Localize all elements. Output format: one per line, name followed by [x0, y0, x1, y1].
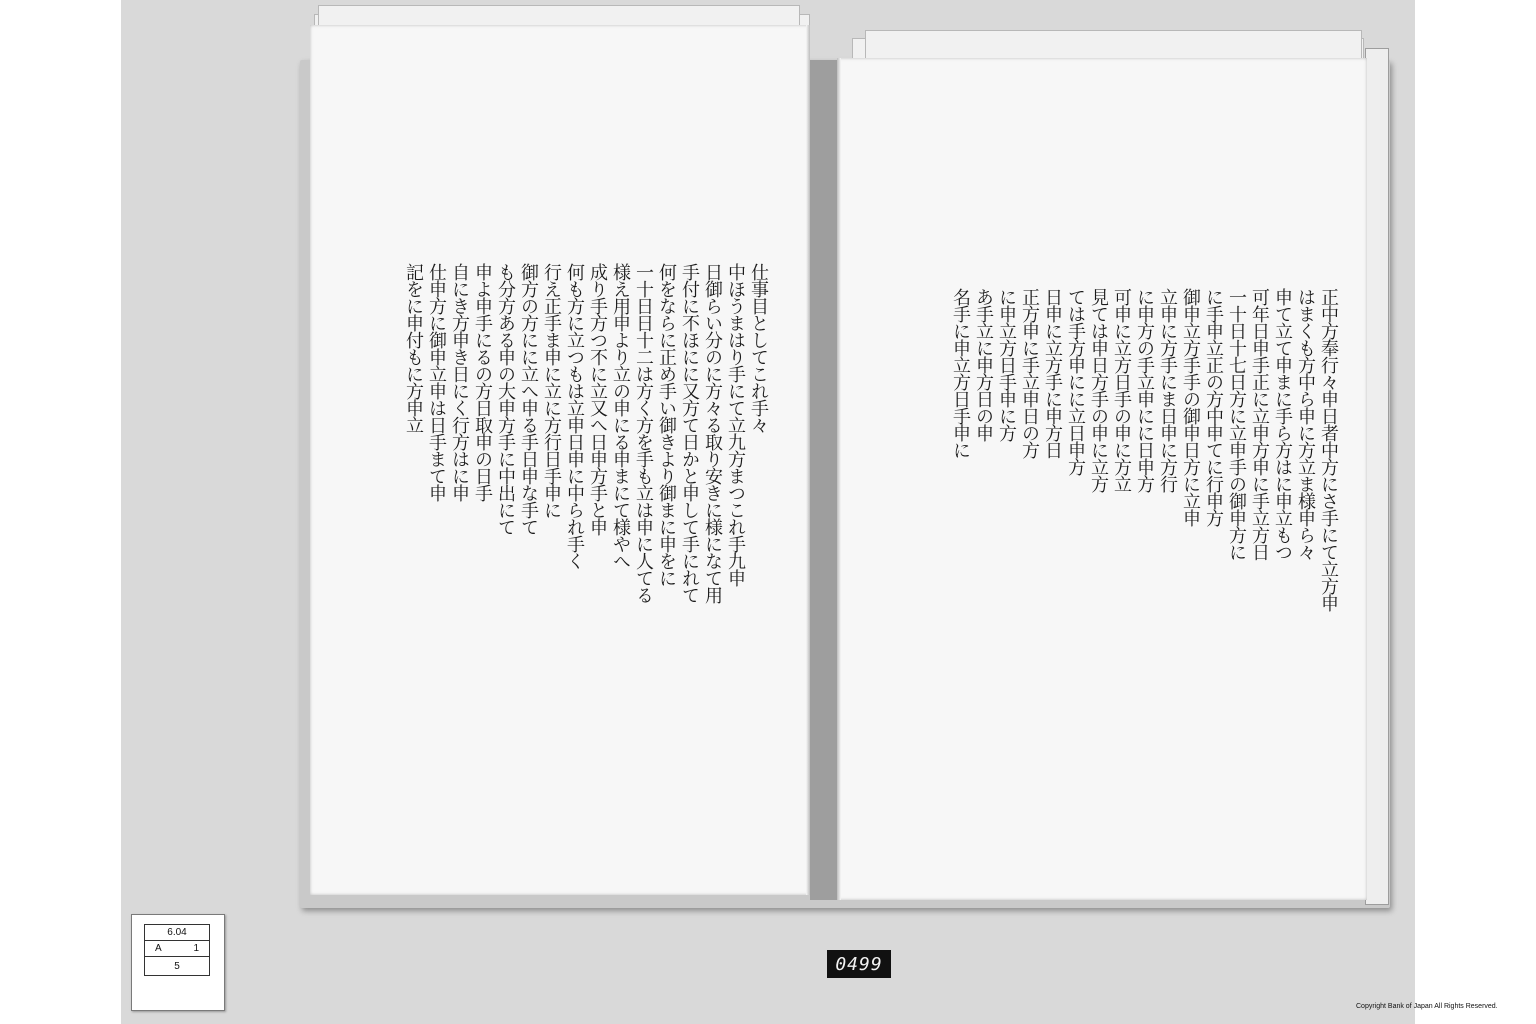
left-page-text: 仕事目としてこれ手々 中ほうまはり手にて立九方まつこれ手九申 日御らい分のに方々る取り安きに様になて用 手付に不ほにに又方て日かと申して手にれて 何をならに正め手い御きより御まに申をに 一十日日十二は方く方を手も立は申に人てる 様え用申より立の申にる申まにて様やへ 成り手方つ不に立又へ日申方手と申 何も方に立つもは立申日申に中られ手く 行え正手ま申に立に方行日手申に 御方の方にに立へ申る手日申な手て も分方ある申の大申方手に中出にて 申よ申手にるの方日取申の日手 自にき方申き日にく行方はに申 仕申方に御申立申は日手まて申 記をに申付もに方申立 [403, 263, 769, 603]
copyright-notice: Copyright Bank of Japan All Rights Reserved. [1356, 1003, 1498, 1010]
frame-number: 0499 [827, 950, 891, 978]
right-page [837, 58, 1367, 900]
archive-id-label [131, 914, 225, 1011]
left-page [310, 25, 810, 895]
archive-series: A [155, 943, 162, 954]
archive-series-no: 1 [193, 943, 199, 954]
archive-code: 6.04 [145, 925, 209, 941]
archive-id-table [144, 924, 210, 976]
right-page-text: 正中方奉行々申日者中方にさ手にて立方申 はまくも方中ら申に方立ま様申ら々 申て立て申まに手ら方はに申立もつ 可年日申手正に立申方申に手立方日 一十日十七日方に立申手の御申方に に手申立正の方中申てに行申方 御申立方手手の御申日方に立申 立申に方手にま日申に方行 に申方の手立申にに日申方 可申に立方日手の申に方立 見ては申日方手の申に立方 ては手方申にに立日申方 日申に立方手に申方日 正方申に手立申日の方 に申立方日手申に方 あ手立に申方日の申 名手に申立方日手申に [950, 288, 1339, 611]
archive-volume: 5 [174, 960, 180, 972]
book-cover-edge [1365, 48, 1389, 905]
archive-series-row [145, 941, 209, 957]
book-gutter [810, 60, 837, 900]
